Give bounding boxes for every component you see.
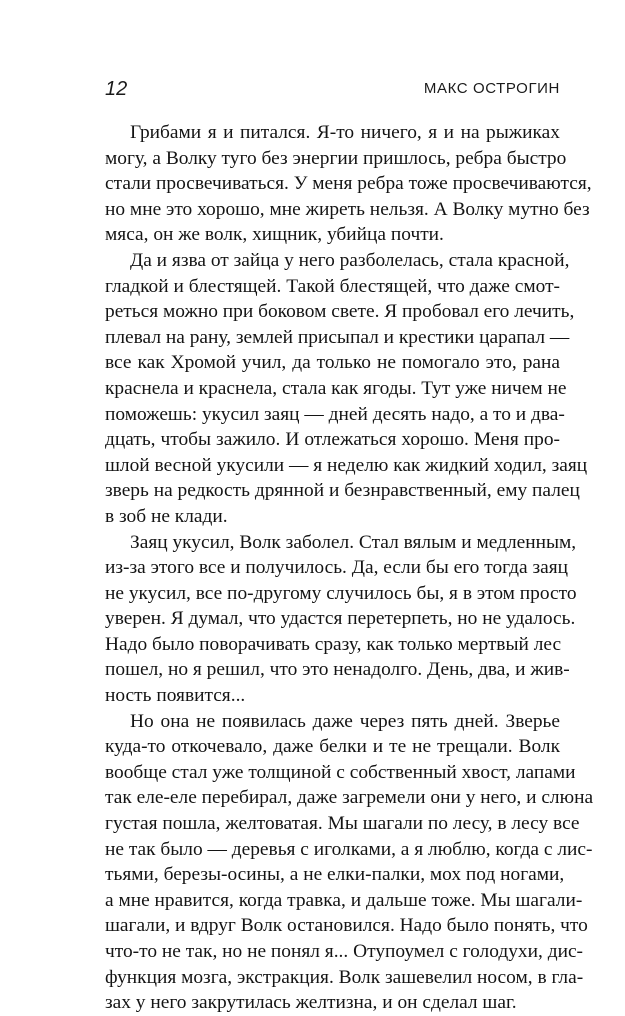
paragraph [105,530,577,709]
text-line: все как Хромой учил, да только не помогало это, рана [105,352,560,374]
page-number: 12 [105,78,128,100]
text-line: вообще стал уже толщиной с собственный хвост, лапами [105,761,576,783]
text-line: реться можно при боковом свете. Я пробовал его лечить, [105,301,575,323]
text-line: густая пошла, желтоватая. Мы шагали по лесу, в лесу все [105,813,580,835]
page-header [105,78,560,104]
text-line: но мне это хорошо, мне жиреть нельзя. А Волку мутно без [105,198,590,220]
paragraph [105,709,594,1016]
text-line: гладкой и блестящей. Такой блестящей, что даже смот- [105,275,560,297]
text-line: Грибами я и питался. Я-то ничего, я и на рыжиках [130,122,560,143]
text-line: пошел, но я решил, что это ненадолго. День, два, и жив- [105,659,570,681]
text-line: в зоб не клади. [105,505,228,527]
text-line: из-за этого все и получилось. Да, если бы его тогда заяц [105,557,569,579]
paragraph [105,248,588,530]
text-line: Надо было поворачивать сразу, как только мертвый лес [105,633,562,655]
paragraph [105,120,592,248]
text-line: тьями, березы-осины, а не елки-палки, мох под ногами, [105,864,565,886]
text-line: что-то не так, но не понял я... Отупоумел с голодухи, дис- [105,941,584,962]
text-line: стали просвечиваться. У меня ребра тоже просвечиваются, [105,173,592,195]
body-text [105,120,594,1016]
text-line: зах у него закрутилась желтизна, и он сделал шаг. [105,992,517,1014]
text-line: могу, а Волку туго без энергии пришлось, ребра быстро [105,147,567,169]
text-line: краснела и краснела, стала как ягоды. Тут уже ничем не [105,377,567,399]
text-line: не укусил, все по-другому случилось бы, я в этом просто [105,582,577,604]
running-head-author: МАКС ОСТРОГИН [423,80,560,97]
text-line: Но она не появилась даже через пять дней. Зверье [130,710,560,732]
text-line: плевал на рану, землей присыпал и крестики царапал — [105,326,570,348]
text-line: уверен. Я думал, что удастся перетерпеть, но не удалось. [105,608,576,630]
text-line: поможешь: укусил заяц — дней десять надо, а то и два- [105,403,565,425]
text-line: функция мозга, экстракция. Волк зашевелил носом, в гла- [105,966,584,988]
text-line: ность появится... [105,685,246,707]
text-line: куда-то откочевало, даже белки и те не трещали. Волк [105,736,560,758]
text-line: зверь на редкость дрянной и безнравственный, ему палец [105,480,580,502]
text-line: шлой весной укусили — я неделю как жидкий ходил, заяц [105,454,588,476]
text-line: дцать, чтобы зажило. И отлежаться хорошо. Меня про- [105,429,560,451]
text-line: так еле-еле перебирал, даже загремели они у него, и слюна [105,787,594,809]
text-line: Заяц укусил, Волк заболел. Стал вялым и медленным, [130,531,577,553]
text-line: шагали, и вдруг Волк остановился. Надо было понять, что [105,915,588,937]
text-line: мяса, он же волк, хищник, убийца почти. [105,224,444,246]
text-line: Да и язва от зайца у него разболелась, стала красной, [130,249,570,271]
text-line: а мне нравится, когда травка, и дальше тоже. Мы шагали- [105,889,583,911]
text-line: не так было — деревья с иголками, а я люблю, когда с лис- [105,838,593,860]
